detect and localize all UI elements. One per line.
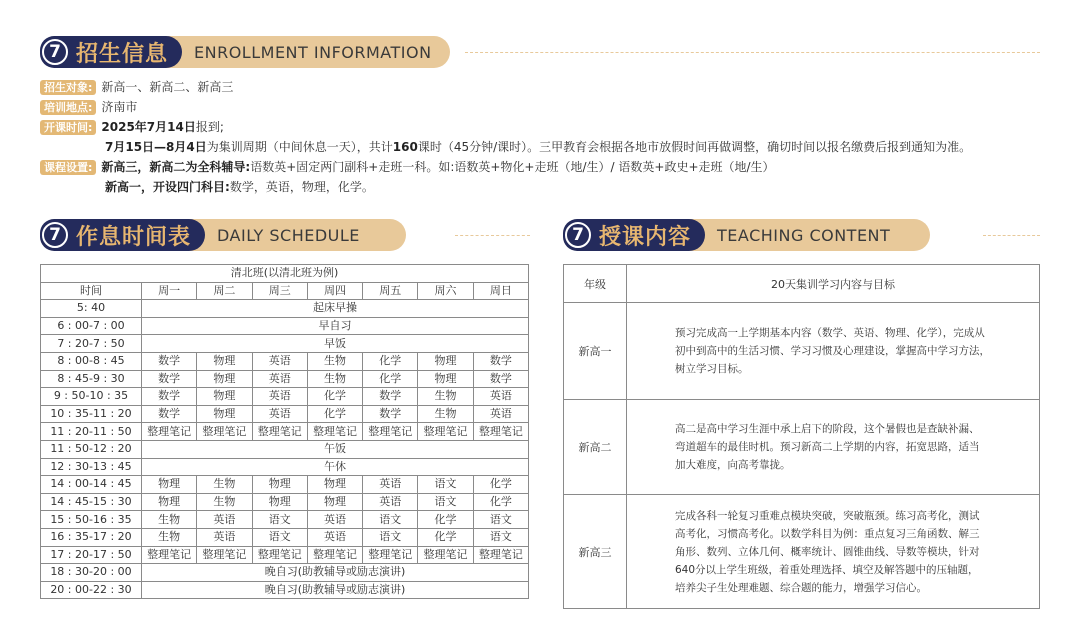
schedule-subject-cell: 数学 — [142, 388, 197, 406]
teaching-content-line: 预习完成高一上学期基本内容（数学、英语、物理、化学），完成从 — [675, 327, 985, 339]
enrollment-title-zh: 招生信息 — [76, 41, 169, 67]
schedule-subject-cell: 数学 — [142, 405, 197, 423]
schedule-subject-cell: 语文 — [473, 528, 528, 546]
schedule-subject-cell: 整理笔记 — [197, 423, 252, 441]
enrollment-header-pill — [40, 36, 450, 68]
schedule-time-cell: 12 : 30-13 : 45 — [41, 458, 142, 476]
schedule-subject-cell: 英语 — [307, 511, 362, 529]
course-row-2 — [40, 177, 971, 197]
teaching-content-line: 640分以上学生班级，着重处理选择、填空及解答题中的压轴题， — [675, 563, 979, 576]
schedule-row — [41, 476, 529, 494]
teaching-row — [564, 495, 1040, 609]
schedule-time-cell: 20 : 00-22 : 30 — [41, 581, 142, 599]
schedule-subject-cell: 语文 — [418, 493, 473, 511]
schedule-time-cell: 14 : 45-15 : 30 — [41, 493, 142, 511]
location-text: 济南市 — [101, 100, 138, 114]
target-row — [40, 77, 971, 97]
schedule-row — [41, 493, 529, 511]
schedule-time-cell: 11 : 50-12 : 20 — [41, 440, 142, 458]
schedule-activity-cell: 起床早操 — [142, 300, 529, 318]
teaching-content-line: 加大难度，向高考靠拢。 — [675, 459, 791, 471]
schedule-subject-cell: 生物 — [418, 405, 473, 423]
course-text-2: 数学，英语，物理，化学。 — [229, 180, 374, 194]
start-tag: 开课时间: — [40, 120, 96, 135]
schedule-subject-cell: 物理 — [197, 388, 252, 406]
schedule-header-row — [41, 282, 529, 300]
schedule-row — [41, 458, 529, 476]
schedule-subject-cell: 英语 — [473, 405, 528, 423]
schedule-subject-cell: 物理 — [307, 476, 362, 494]
schedule-subject-cell: 语文 — [418, 476, 473, 494]
teaching-header-content: 20天集训学习内容与目标 — [627, 265, 1040, 303]
schedule-subject-cell: 英语 — [252, 405, 307, 423]
schedule-row — [41, 581, 529, 599]
teaching-row — [564, 303, 1040, 400]
schedule-header-pill — [40, 219, 406, 251]
schedule-row — [41, 511, 529, 529]
schedule-subject-cell: 英语 — [307, 528, 362, 546]
schedule-time-cell: 6 : 00-7 : 00 — [41, 317, 142, 335]
start-date: 2025年7月14日 — [101, 120, 196, 134]
schedule-row — [41, 388, 529, 406]
schedule-subject-cell: 整理笔记 — [252, 546, 307, 564]
schedule-subject-cell: 化学 — [473, 476, 528, 494]
schedule-row — [41, 528, 529, 546]
teaching-content-cell — [627, 303, 1040, 400]
course-text-1: 语数英+固定两门副科+走班一科。如:语数英+物化+走班（地/生）/ 语数英+政史+走班（地/生） — [250, 160, 775, 174]
period-rest: 课时（45分钟/课时）。三甲教育会根据各地市放假时间再做调整，确切时间以报名缴费后报到通知为准。 — [417, 140, 972, 154]
schedule-table — [40, 264, 529, 599]
schedule-subject-cell: 物理 — [252, 493, 307, 511]
schedule-subject-cell: 英语 — [252, 352, 307, 370]
schedule-title-row — [41, 265, 529, 283]
schedule-time-cell: 17 : 20-17 : 50 — [41, 546, 142, 564]
schedule-activity-cell: 午饭 — [142, 440, 529, 458]
section-number-icon: 7 — [565, 222, 591, 248]
schedule-subject-cell: 生物 — [418, 388, 473, 406]
schedule-time-cell: 11 : 20-11 : 50 — [41, 423, 142, 441]
schedule-subject-cell: 语文 — [252, 528, 307, 546]
period-row — [40, 137, 971, 157]
schedule-subject-cell: 物理 — [252, 476, 307, 494]
schedule-time-cell: 7 : 20-7 : 50 — [41, 335, 142, 353]
schedule-subject-cell: 整理笔记 — [252, 423, 307, 441]
schedule-header-cell: 周日 — [473, 282, 528, 300]
schedule-subject-cell: 语文 — [363, 528, 418, 546]
start-suffix: 报到; — [195, 120, 224, 134]
schedule-activity-cell: 晚自习(助教辅导或励志演讲) — [142, 581, 529, 599]
schedule-subject-cell: 英语 — [252, 370, 307, 388]
schedule-title-en: DAILY SCHEDULE — [217, 225, 360, 245]
schedule-header-cell: 周三 — [252, 282, 307, 300]
schedule-subject-cell: 化学 — [418, 528, 473, 546]
schedule-subject-cell: 语文 — [473, 511, 528, 529]
schedule-title-zh: 作息时间表 — [76, 224, 192, 250]
schedule-subject-cell: 英语 — [252, 388, 307, 406]
teaching-content-line: 完成各科一轮复习重难点模块突破，突破瓶颈。练习高考化，测试 — [675, 509, 980, 522]
enrollment-title-en: ENROLLMENT INFORMATION — [194, 42, 432, 62]
schedule-subject-cell: 化学 — [307, 405, 362, 423]
schedule-subject-cell: 整理笔记 — [363, 546, 418, 564]
schedule-section-header — [40, 219, 406, 251]
enrollment-section-header — [40, 36, 450, 68]
schedule-row — [41, 352, 529, 370]
teaching-content-line: 角形、数列、立体几何、概率统计、圆锥曲线、导数等模块，针对 — [675, 545, 980, 558]
enrollment-info — [40, 77, 971, 197]
schedule-subject-cell: 英语 — [363, 476, 418, 494]
section-number-icon: 7 — [42, 222, 68, 248]
divider — [455, 235, 530, 236]
schedule-activity-cell: 午休 — [142, 458, 529, 476]
schedule-row — [41, 300, 529, 318]
schedule-time-cell: 10 : 35-11 : 20 — [41, 405, 142, 423]
schedule-subject-cell: 整理笔记 — [418, 546, 473, 564]
schedule-subject-cell: 整理笔记 — [142, 546, 197, 564]
teaching-title-en: TEACHING CONTENT — [717, 225, 891, 245]
schedule-header-cell: 周一 — [142, 282, 197, 300]
teaching-section-header — [563, 219, 930, 251]
schedule-row — [41, 335, 529, 353]
target-text: 新高一、新高二、新高三 — [101, 80, 234, 94]
schedule-row — [41, 546, 529, 564]
teaching-title-zh: 授课内容 — [599, 224, 692, 250]
schedule-subject-cell: 物理 — [197, 370, 252, 388]
schedule-time-cell: 15 : 50-16 : 35 — [41, 511, 142, 529]
schedule-subject-cell: 整理笔记 — [307, 546, 362, 564]
schedule-subject-cell: 整理笔记 — [418, 423, 473, 441]
schedule-subject-cell: 语文 — [252, 511, 307, 529]
teaching-content-line: 高二是高中学习生涯中承上启下的阶段，这个暑假也是查缺补漏、 — [675, 423, 980, 435]
teaching-grade-cell: 新高二 — [564, 400, 627, 495]
teaching-table — [563, 264, 1040, 609]
schedule-subject-cell: 整理笔记 — [473, 546, 528, 564]
schedule-subject-cell: 物理 — [142, 476, 197, 494]
divider — [465, 52, 1040, 53]
schedule-subject-cell: 生物 — [307, 352, 362, 370]
period-hours: 160 — [392, 140, 418, 154]
teaching-row — [564, 400, 1040, 495]
schedule-subject-cell: 语文 — [363, 511, 418, 529]
divider — [983, 235, 1040, 236]
teaching-header-row — [564, 265, 1040, 303]
schedule-row — [41, 370, 529, 388]
schedule-time-cell: 18 : 30-20 : 00 — [41, 564, 142, 582]
schedule-row — [41, 440, 529, 458]
schedule-subject-cell: 英语 — [363, 493, 418, 511]
schedule-time-cell: 14 : 00-14 : 45 — [41, 476, 142, 494]
teaching-content-cell — [627, 495, 1040, 609]
schedule-activity-cell: 早饭 — [142, 335, 529, 353]
course-bold-1: 新高三，新高二为全科辅导: — [101, 160, 251, 174]
schedule-subject-cell: 生物 — [197, 476, 252, 494]
teaching-header-pill — [563, 219, 930, 251]
schedule-subject-cell: 生物 — [307, 370, 362, 388]
schedule-header-cell: 周五 — [363, 282, 418, 300]
teaching-grade-cell: 新高三 — [564, 495, 627, 609]
location-tag: 培训地点: — [40, 100, 96, 115]
schedule-subject-cell: 化学 — [418, 511, 473, 529]
schedule-subject-cell: 英语 — [197, 511, 252, 529]
schedule-subject-cell: 化学 — [363, 352, 418, 370]
schedule-subject-cell: 数学 — [142, 370, 197, 388]
schedule-title: 清北班(以清北班为例) — [41, 265, 529, 283]
schedule-subject-cell: 英语 — [197, 528, 252, 546]
schedule-subject-cell: 整理笔记 — [363, 423, 418, 441]
schedule-subject-cell: 生物 — [142, 528, 197, 546]
schedule-subject-cell: 物理 — [197, 352, 252, 370]
schedule-header-cell: 时间 — [41, 282, 142, 300]
teaching-content-line: 初中到高中的生活习惯、学习习惯及心理建设，掌握高中学习方法， — [675, 345, 990, 357]
schedule-subject-cell: 物理 — [307, 493, 362, 511]
section-number-icon: 7 — [42, 39, 68, 65]
schedule-row — [41, 564, 529, 582]
schedule-subject-cell: 化学 — [473, 493, 528, 511]
schedule-subject-cell: 化学 — [363, 370, 418, 388]
schedule-subject-cell: 生物 — [142, 511, 197, 529]
schedule-time-cell: 16 : 35-17 : 20 — [41, 528, 142, 546]
target-tag: 招生对象: — [40, 80, 96, 95]
teaching-grade-cell: 新高一 — [564, 303, 627, 400]
schedule-subject-cell: 整理笔记 — [307, 423, 362, 441]
schedule-subject-cell: 数学 — [473, 370, 528, 388]
schedule-time-cell: 8 : 00-8 : 45 — [41, 352, 142, 370]
teaching-content-cell — [627, 400, 1040, 495]
schedule-subject-cell: 物理 — [418, 370, 473, 388]
schedule-subject-cell: 物理 — [197, 405, 252, 423]
teaching-content-line: 弯道超车的最佳时机。预习新高二上学期的内容，拓宽思路，适当 — [675, 441, 980, 453]
course-tag: 课程设置: — [40, 160, 96, 175]
schedule-header-cell: 周二 — [197, 282, 252, 300]
schedule-subject-cell: 化学 — [307, 388, 362, 406]
schedule-subject-cell: 数学 — [142, 352, 197, 370]
teaching-content-line: 树立学习目标。 — [675, 363, 749, 375]
schedule-header-cell: 周四 — [307, 282, 362, 300]
teaching-content-line: 高考化，习惯高考化。以数学科目为例：重点复习三角函数、解三 — [675, 527, 980, 540]
schedule-row — [41, 423, 529, 441]
schedule-subject-cell: 整理笔记 — [142, 423, 197, 441]
schedule-subject-cell: 物理 — [418, 352, 473, 370]
schedule-time-cell: 8 : 45-9 : 30 — [41, 370, 142, 388]
schedule-subject-cell: 数学 — [363, 405, 418, 423]
schedule-activity-cell: 晚自习(助教辅导或励志演讲) — [142, 564, 529, 582]
schedule-time-cell: 9 : 50-10 : 35 — [41, 388, 142, 406]
course-bold-2: 新高一，开设四门科目: — [105, 180, 230, 194]
schedule-row — [41, 405, 529, 423]
teaching-header-grade: 年级 — [564, 265, 627, 303]
teaching-content-line: 培养尖子生处理难题、综合题的能力，增强学习信心。 — [675, 581, 927, 594]
course-row — [40, 157, 971, 177]
schedule-time-cell: 5: 40 — [41, 300, 142, 318]
schedule-subject-cell: 物理 — [142, 493, 197, 511]
schedule-subject-cell: 英语 — [473, 388, 528, 406]
schedule-subject-cell: 数学 — [473, 352, 528, 370]
schedule-row — [41, 317, 529, 335]
schedule-header-cell: 周六 — [418, 282, 473, 300]
schedule-subject-cell: 数学 — [363, 388, 418, 406]
period-mid: 为集训周期（中间休息一天），共计 — [206, 140, 393, 154]
schedule-subject-cell: 生物 — [197, 493, 252, 511]
location-row — [40, 97, 971, 117]
schedule-activity-cell: 早自习 — [142, 317, 529, 335]
schedule-subject-cell: 整理笔记 — [473, 423, 528, 441]
period-dates: 7月15日—8月4日 — [105, 140, 207, 154]
start-row — [40, 117, 971, 137]
schedule-subject-cell: 整理笔记 — [197, 546, 252, 564]
